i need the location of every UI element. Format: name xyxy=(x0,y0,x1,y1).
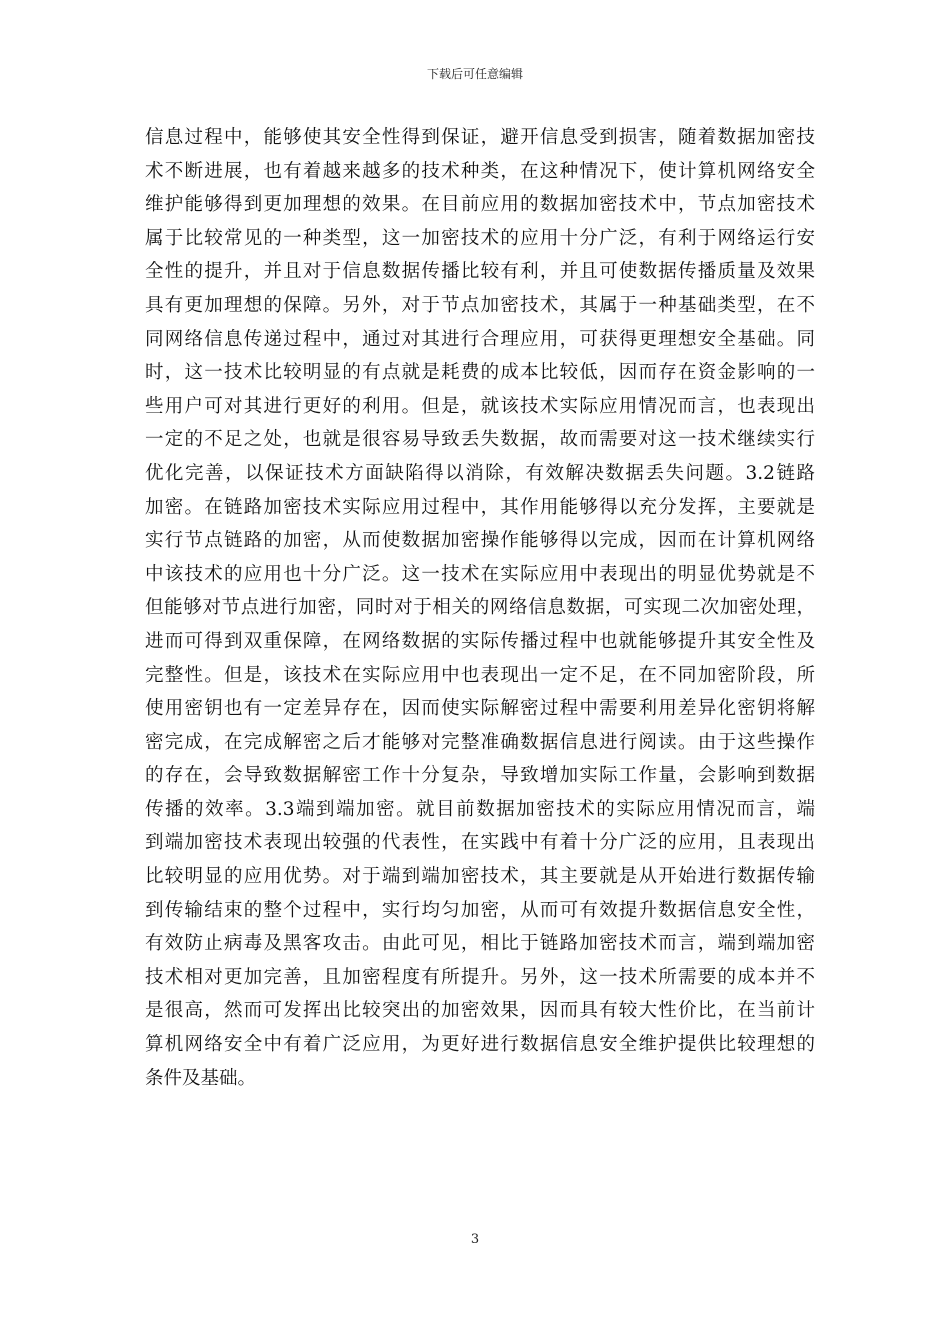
text-line: 中该技术的应用也十分广泛。这一技术在实际应用中表现出的明显优势就是不 xyxy=(145,563,815,585)
text-line: 优化完善，以保证技术方面缺陷得以消除，有效解决数据丢失问题。3.2链路 xyxy=(145,462,815,484)
body-text xyxy=(145,121,815,1095)
text-line: 些用户可对其进行更好的利用。但是，就该技术实际应用情况而言，也表现出 xyxy=(145,395,815,417)
text-line: 时，这一技术比较明显的有点就是耗费的成本比较低，因而存在资金影响的一 xyxy=(145,362,815,384)
text-line: 到端加密技术表现出较强的代表性，在实践中有着十分广泛的应用，且表现出 xyxy=(145,832,815,854)
text-line: 比较明显的应用优势。对于端到端加密技术，其主要就是从开始进行数据传输 xyxy=(145,866,815,888)
text-line: 完整性。但是，该技术在实际应用中也表现出一定不足，在不同加密阶段，所 xyxy=(145,664,815,686)
text-line: 信息过程中，能够使其安全性得到保证，避开信息受到损害，随着数据加密技 xyxy=(145,127,815,148)
text-line: 进而可得到双重保障，在网络数据的实际传播过程中也就能够提升其安全性及 xyxy=(145,630,815,652)
page-header: 下载后可任意编辑 xyxy=(426,67,523,81)
text-line: 全性的提升，并且对于信息数据传播比较有利，并且可使数据传播质量及效果 xyxy=(145,261,815,283)
text-line: 维护能够得到更加理想的效果。在目前应用的数据加密技术中，节点加密技术 xyxy=(145,194,815,216)
text-line: 同网络信息传递过程中，通过对其进行合理应用，可获得更理想安全基础。同 xyxy=(145,328,815,350)
text-line: 具有更加理想的保障。另外，对于节点加密技术，其属于一种基础类型，在不 xyxy=(145,294,815,316)
text-line: 传播的效率。3.3端到端加密。就目前数据加密技术的实际应用情况而言，端 xyxy=(145,798,815,820)
text-line: 条件及基础。 xyxy=(145,1067,257,1089)
text-line: 的存在，会导致数据解密工作十分复杂，导致增加实际工作量，会影响到数据 xyxy=(145,765,815,787)
text-line: 实行节点链路的加密，从而使数据加密操作能够得以完成，因而在计算机网络 xyxy=(145,530,815,552)
text-line: 但能够对节点进行加密，同时对于相关的网络信息数据，可实现二次加密处理， xyxy=(145,597,815,619)
text-line: 使用密钥也有一定差异存在，因而使实际解密过程中需要利用差异化密钥将解 xyxy=(145,698,815,720)
text-line: 加密。在链路加密技术实际应用过程中，其作用能够得以充分发挥，主要就是 xyxy=(145,496,815,518)
text-line: 是很高，然而可发挥出比较突出的加密效果，因而具有较大性价比，在当前计 xyxy=(145,1000,815,1022)
text-line: 算机网络安全中有着广泛应用，为更好进行数据信息安全维护提供比较理想的 xyxy=(145,1034,815,1056)
text-line: 术不断进展，也有着越来越多的技术种类，在这种情况下，使计算机网络安全 xyxy=(145,160,815,182)
text-line: 技术相对更加完善，且加密程度有所提升。另外，这一技术所需要的成本并不 xyxy=(145,966,815,988)
text-line: 一定的不足之处，也就是很容易导致丢失数据，故而需要对这一技术继续实行 xyxy=(145,429,815,451)
text-line: 到传输结束的整个过程中，实行均匀加密，从而可有效提升数据信息安全性， xyxy=(145,899,815,921)
text-line: 属于比较常见的一种类型，这一加密技术的应用十分广泛，有利于网络运行安 xyxy=(145,227,815,249)
page-number: 3 xyxy=(470,1232,480,1247)
text-line: 密完成，在完成解密之后才能够对完整准确数据信息进行阅读。由于这些操作 xyxy=(145,731,815,753)
text-line: 有效防止病毒及黑客攻击。由此可见，相比于链路加密技术而言，端到端加密 xyxy=(145,933,815,955)
